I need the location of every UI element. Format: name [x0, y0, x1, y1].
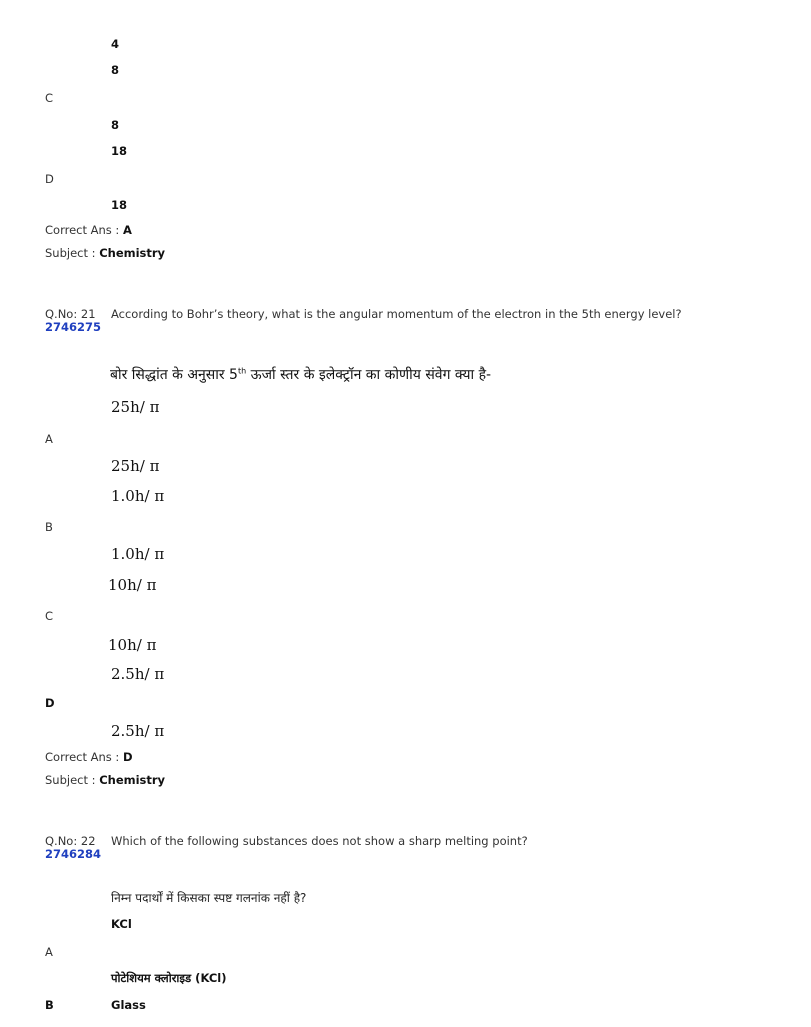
option-b-letter: B: [45, 520, 53, 534]
subject: [45, 246, 165, 260]
subject-value: Chemistry: [99, 773, 166, 787]
question-text-hi: [110, 365, 491, 384]
subject-label: Subject :: [45, 773, 96, 787]
option-b-letter: B: [45, 998, 54, 1012]
option-a-letter: A: [45, 432, 53, 446]
option-a-value-en: 25h/ π: [111, 398, 160, 416]
option-d-value: 18: [111, 198, 128, 212]
question-number-label: Q.No:: [45, 834, 78, 848]
correct-answer: [45, 223, 132, 237]
option-a-letter: A: [45, 945, 53, 959]
option-c-letter: C: [45, 91, 54, 105]
option-b-value-hi: 1.0h/ π: [111, 545, 165, 563]
subject-label: Subject :: [45, 246, 96, 260]
question-number-label: Q.No:: [45, 307, 78, 321]
option-c-value-hi: 10h/ π: [108, 636, 157, 654]
question-text-hi-part1: बोर सिद्धांत के अनुसार 5: [110, 367, 238, 383]
question-id: 2746284: [45, 847, 102, 861]
question-text-hi-part2: ऊर्जा स्तर के इलेक्ट्रॉन का कोणीय संवेग क्या है-: [246, 367, 492, 383]
option-a-value-hi: 25h/ π: [111, 457, 160, 475]
option-b-value-en: 4: [111, 37, 120, 51]
option-c-value-hi: 18: [111, 144, 128, 158]
correct-answer-value: A: [122, 223, 132, 237]
option-d-letter: D: [45, 172, 54, 186]
option-a-value-en: KCl: [111, 917, 132, 931]
correct-answer-value: D: [122, 750, 133, 764]
subject-value: Chemistry: [99, 246, 166, 260]
option-d-value-en: 2.5h/ π: [111, 665, 165, 683]
question-number: [45, 307, 96, 321]
question-text-hi: निम्न पदार्थों में किसका स्पष्ट गलनांक नहीं है?: [111, 891, 307, 905]
option-a-value-hi: पोटेशियम क्लोराइड (KCl): [111, 971, 227, 985]
option-c-value-en: 10h/ π: [108, 576, 157, 594]
option-b-value-en: 1.0h/ π: [111, 487, 165, 505]
option-b-value-en: Glass: [111, 998, 146, 1012]
option-b-value-hi: 8: [111, 63, 120, 77]
question-id: 2746275: [45, 320, 102, 334]
question-number-value: 22: [80, 834, 96, 848]
option-d-letter: D: [45, 696, 55, 710]
correct-answer: [45, 750, 133, 764]
correct-answer-label: Correct Ans :: [45, 750, 120, 764]
option-d-value-hi: 2.5h/ π: [111, 722, 165, 740]
question-number-value: 21: [80, 307, 96, 321]
question-text-en: Which of the following substances does not show a sharp melting point?: [111, 834, 528, 848]
question-number: [45, 834, 96, 848]
question-text-en: According to Bohr’s theory, what is the angular momentum of the electron in the 5th energy level?: [111, 307, 682, 321]
option-c-value-en: 8: [111, 118, 120, 132]
subject: [45, 773, 165, 787]
option-c-letter: C: [45, 609, 54, 623]
correct-answer-label: Correct Ans :: [45, 223, 120, 237]
superscript-th: th: [237, 366, 247, 376]
